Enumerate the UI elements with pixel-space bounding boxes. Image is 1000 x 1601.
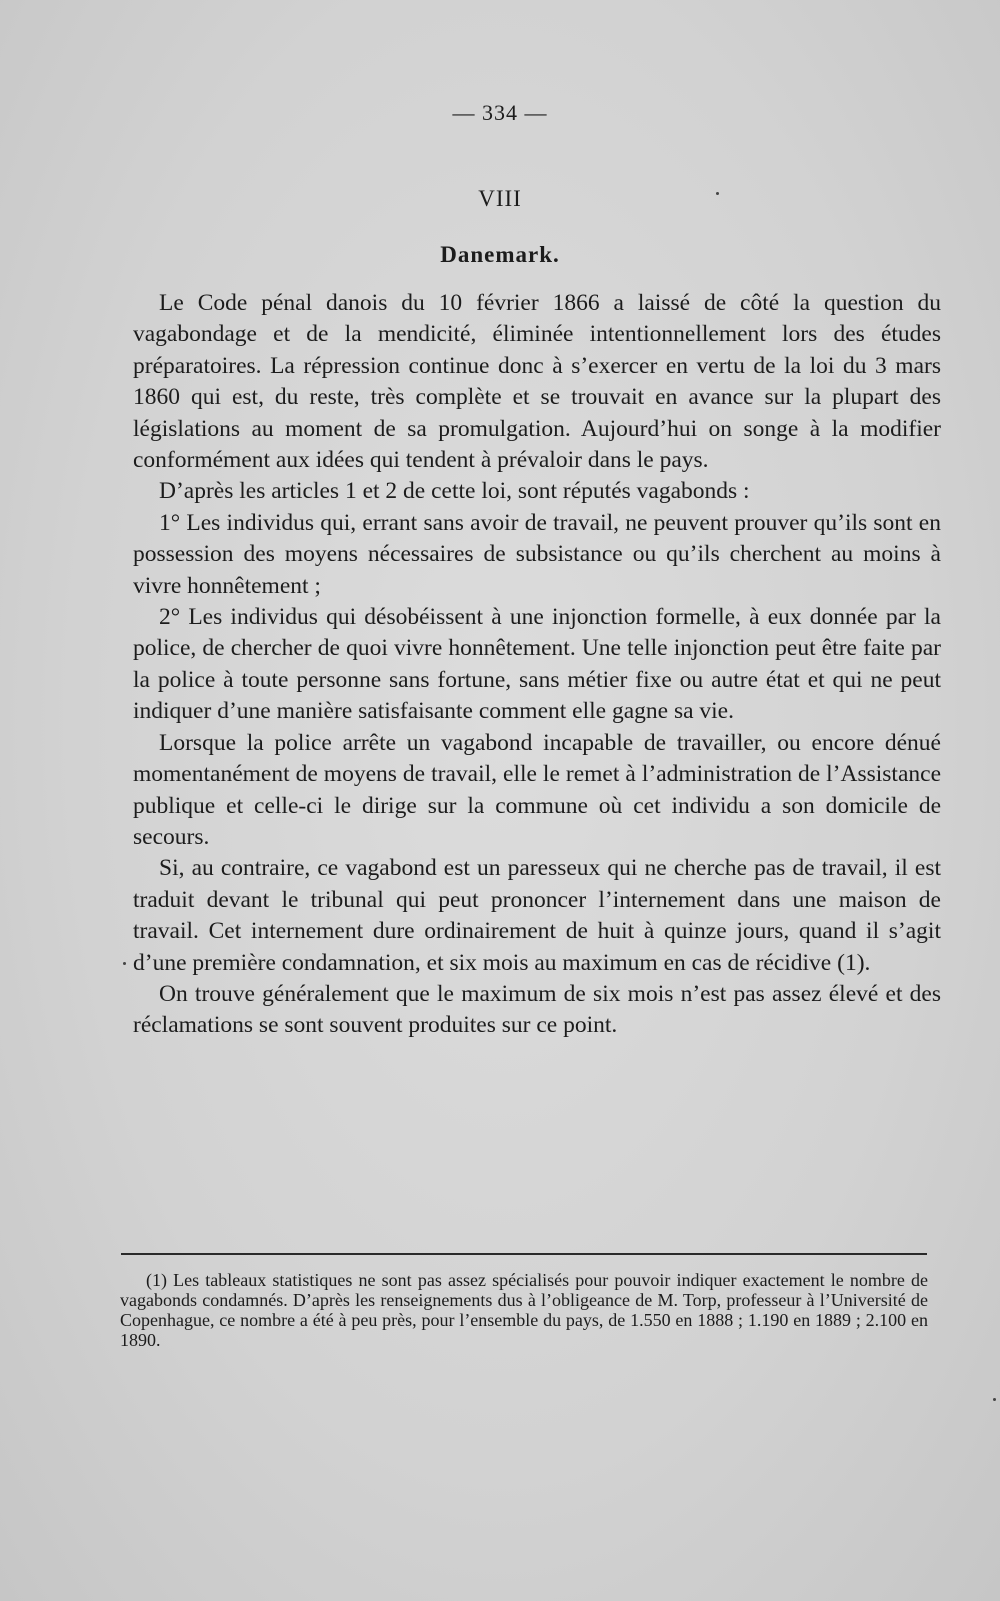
section-title: Danemark.	[440, 242, 560, 267]
footnote-divider	[121, 1253, 927, 1255]
paragraph: D’après les articles 1 et 2 de cette loi, sont réputés vagabonds :	[159, 478, 750, 505]
ink-speck	[993, 1398, 996, 1401]
paragraph: Lorsque la police arrête un vagabond incapable de travailler, ou encore dénué momentanément de moyens de travail, elle le remet à l’administration de l’Assistance publique et celle-ci le dirige sur la commune où cet individu a son domicile de secours.	[133, 729, 941, 850]
paragraph: Le Code pénal danois du 10 février 1866 a laissé de côté la question du vagabondage et de la mendicité, éliminée intentionnellement lors des études préparatoires. La répression continue donc à s’exercer en vertu de la loi du 3 mars 1860 qui est, du reste, très complète et se trouvait en avance sur la plupart des législations au moment de sa promulgation. Aujourd’hui on songe à la modifier conformément aux idées qui tendent à prévaloir dans le pays.	[133, 290, 941, 474]
footnote-text: (1) Les tableaux statistiques ne sont pas assez spécialisés pour pouvoir indiquer exactement le nombre de vagabonds condamnés. D’après les renseignements dus à l’obligeance de M. Torp, professeur à l’Université de Copenhague, ce nombre a été à peu près, pour l’ensemble du pays, de 1.550 en 1888 ; 1.190 en 1889 ; 2.100 en 1890.	[120, 1270, 928, 1350]
page-number: — 334 —	[452, 100, 548, 125]
body-text	[133, 288, 941, 1042]
footnote	[120, 1270, 928, 1350]
paragraph: 2° Les individus qui désobéissent à une injonction formelle, à eux donnée par la police, de chercher de quoi vivre honnêtement. Une telle injonction peut être faite par la police à toute personne sans fortune, sans métier fixe ou autre état et qui ne peut indiquer d’une manière satisfaisante comment elle gagne sa vie.	[133, 604, 941, 725]
paragraph: On trouve généralement que le maximum de six mois n’est pas assez élevé et des réclamations se sont souvent produites sur ce point.	[133, 980, 941, 1039]
ink-speck	[716, 192, 719, 195]
ink-speck	[123, 962, 126, 965]
paragraph: Si, au contraire, ce vagabond est un paresseux qui ne cherche pas de travail, il est traduit devant le tribunal qui peut prononcer l’internement dans une maison de travail. Cet internement dure ordinairement de huit à quinze jours, quand il s’agit d’une première condamnation, et six mois au maximum en cas de récidive (1).	[133, 855, 941, 976]
section-numeral: VIII	[478, 186, 522, 211]
paragraph: 1° Les individus qui, errant sans avoir de travail, ne peuvent prouver qu’ils sont en possession des moyens nécessaires de subsistance ou qu’ils cherchent au moins à vivre honnêtement ;	[133, 509, 941, 599]
